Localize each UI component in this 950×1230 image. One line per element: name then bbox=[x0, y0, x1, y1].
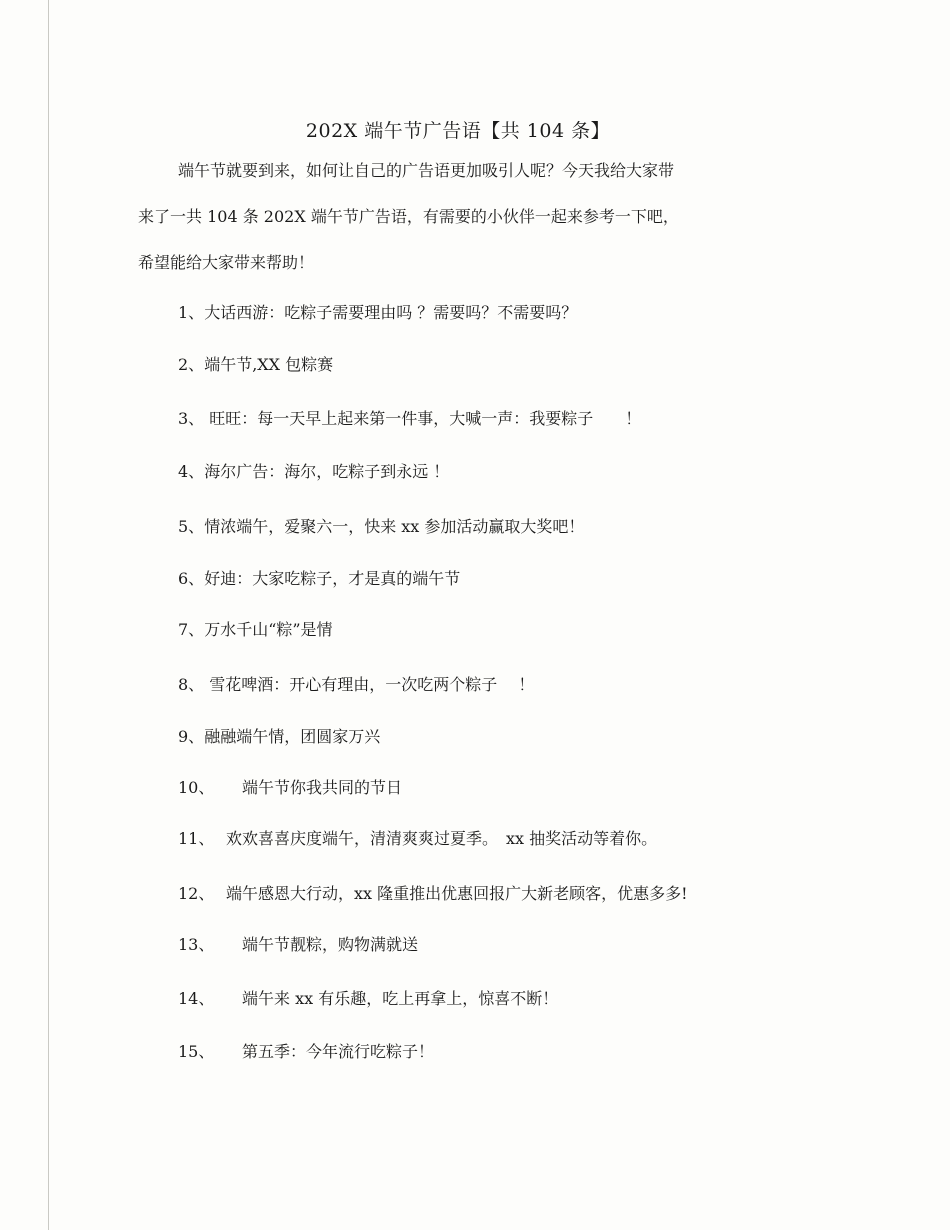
list-item bbox=[178, 566, 460, 592]
list-item bbox=[178, 1039, 434, 1065]
list-item bbox=[178, 826, 657, 852]
item-number: 4、 bbox=[178, 462, 205, 481]
item-text: 端午节靓粽，购物满就送 bbox=[242, 935, 419, 954]
item-text: 第五季：今年流行吃粽子！ bbox=[242, 1042, 435, 1061]
intro-line: 来了一共 104 条 202X 端午节广告语，有需要的小伙伴一起来参考一下吧， bbox=[138, 207, 679, 226]
list-item bbox=[178, 617, 333, 643]
item-number: 5、 bbox=[178, 517, 205, 536]
item-text: 欢欢喜喜庆度端午，清清爽爽过夏季。 xx 抽奖活动等着你。 bbox=[226, 829, 658, 848]
item-number: 8、 bbox=[178, 675, 205, 694]
item-text: 万水千山“粽”是情 bbox=[204, 620, 333, 639]
list-item bbox=[178, 459, 449, 485]
item-number: 10、 bbox=[178, 778, 215, 797]
item-number: 3、 bbox=[178, 409, 205, 428]
item-text: 雪花啤酒：开心有理由，一次吃两个粽子 ！ bbox=[204, 675, 535, 694]
item-number: 13、 bbox=[178, 935, 215, 954]
item-number: 1、 bbox=[178, 303, 205, 322]
list-item bbox=[178, 352, 333, 378]
item-number: 9、 bbox=[178, 727, 205, 746]
list-item bbox=[178, 986, 558, 1012]
list-item bbox=[178, 300, 577, 326]
item-text: 端午节,XX 包粽赛 bbox=[204, 355, 334, 374]
list-item bbox=[178, 514, 584, 540]
list-item bbox=[178, 775, 402, 801]
item-text: 端午感恩大行动，xx 隆重推出优惠回报广大新老顾客，优惠多多! bbox=[226, 884, 688, 903]
item-number: 2、 bbox=[178, 355, 205, 374]
list-item bbox=[178, 672, 534, 698]
item-text: 大话西游：吃粽子需要理由吗 ？需要吗？不需要吗？ bbox=[204, 303, 578, 322]
intro-line: 端午节就要到来，如何让自己的广告语更加吸引人呢？今天我给大家带 bbox=[178, 161, 675, 180]
list-item bbox=[178, 881, 688, 907]
item-text: 好迪：大家吃粽子，才是真的端午节 bbox=[204, 569, 461, 588]
item-text: 端午节你我共同的节日 bbox=[242, 778, 403, 797]
list-item bbox=[178, 724, 380, 750]
item-number: 14、 bbox=[178, 989, 215, 1008]
intro-line: 希望能给大家带来帮助！ bbox=[138, 253, 315, 272]
item-text: 融融端午情，团圆家万兴 bbox=[204, 727, 381, 746]
item-number: 6、 bbox=[178, 569, 205, 588]
document-title: 202X 端午节广告语【共 104 条】 bbox=[305, 120, 611, 142]
item-text: 端午来 xx 有乐趣，吃上再拿上，惊喜不断！ bbox=[242, 989, 559, 1008]
item-text: 海尔广告：海尔，吃粽子到永远 ！ bbox=[204, 462, 450, 481]
intro-paragraph bbox=[138, 148, 778, 286]
item-text: 情浓端午，爱聚六一，快来 xx 参加活动赢取大奖吧！ bbox=[204, 517, 585, 536]
list-item bbox=[178, 932, 418, 958]
item-number: 15、 bbox=[178, 1042, 215, 1061]
item-number: 12、 bbox=[178, 884, 215, 903]
item-number: 11、 bbox=[178, 829, 215, 848]
list-item bbox=[178, 406, 641, 432]
item-text: 旺旺：每一天早上起来第一件事，大喊一声：我要粽子 ！ bbox=[204, 409, 642, 428]
page-margin-rule bbox=[48, 0, 49, 1230]
item-number: 7、 bbox=[178, 620, 205, 639]
